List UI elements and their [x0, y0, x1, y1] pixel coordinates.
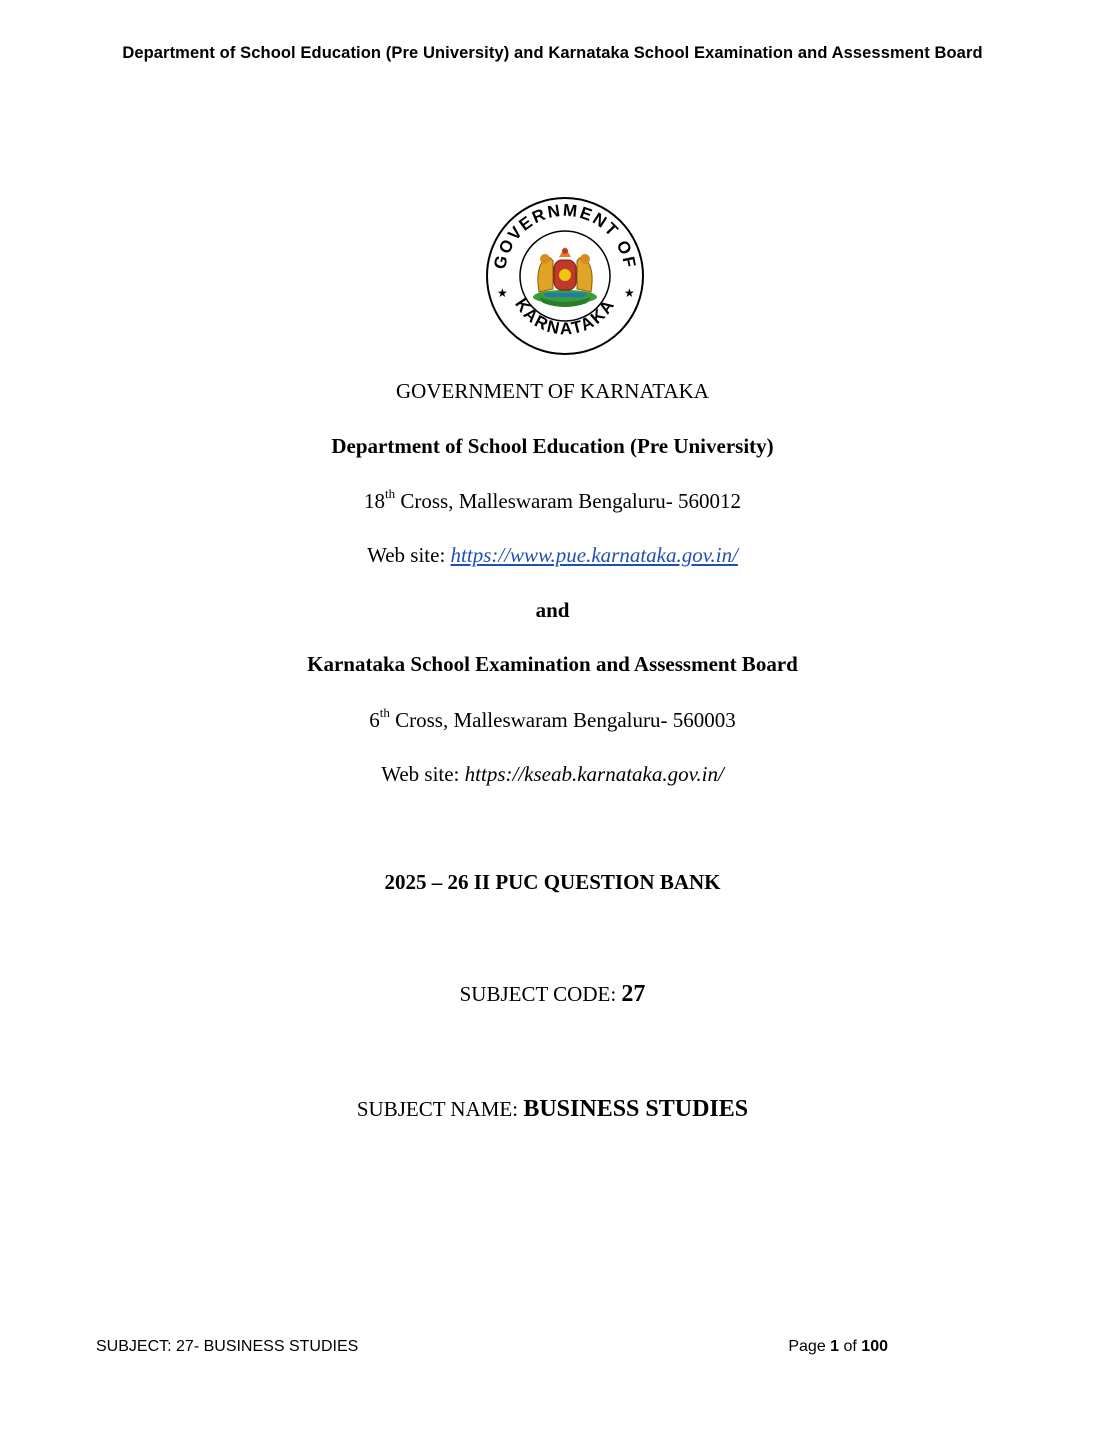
website-kseab-url: https://kseab.karnataka.gov.in/ — [464, 762, 724, 786]
department-name: Department of School Education (Pre University) — [331, 434, 774, 458]
subject-code-value: 27 — [621, 981, 646, 1007]
board-name: Karnataka School Examination and Assessment Board — [307, 652, 798, 676]
svg-text:★: ★ — [497, 286, 508, 300]
address-kseab — [0, 707, 1105, 733]
address-pue-rest: Cross, Malleswaram Bengaluru- 560012 — [395, 489, 741, 513]
footer-page-word: Page — [788, 1338, 831, 1355]
footer-subject: SUBJECT: 27- BUSINESS STUDIES — [96, 1338, 359, 1355]
subject-name-value: BUSINESS STUDIES — [523, 1096, 749, 1122]
karnataka-emblem — [483, 197, 647, 355]
government-title: GOVERNMENT OF KARNATAKA — [396, 379, 709, 403]
address-kseab-sup: th — [379, 705, 390, 720]
address-pue-sup: th — [385, 486, 396, 501]
emblem-bottom-text: KARNATAKA — [511, 295, 619, 339]
address-pue — [0, 488, 1105, 514]
emblem-top-text: GOVERNMENT OF — [490, 200, 640, 271]
footer-page-total: 100 — [861, 1338, 888, 1355]
svg-text:★: ★ — [624, 286, 635, 300]
footer-page-of: of — [839, 1338, 862, 1355]
website-kseab-label: Web site: — [381, 762, 465, 786]
page-header: Department of School Education (Pre University) and Karnataka School Examination and Assessment Board — [122, 44, 983, 62]
website-pue — [0, 543, 1105, 568]
and-text: and — [535, 598, 570, 622]
footer-page-current: 1 — [830, 1338, 840, 1355]
footer-page-number — [788, 1338, 888, 1356]
website-kseab — [0, 762, 1105, 787]
subject-name-label: SUBJECT NAME: — [356, 1097, 524, 1121]
address-pue-number: 18 — [364, 489, 385, 513]
website-pue-link[interactable]: https://www.pue.karnataka.gov.in/ — [450, 543, 738, 567]
subject-code — [0, 980, 1105, 1009]
coat-of-arms-icon — [533, 247, 597, 307]
website-pue-label: Web site: — [367, 543, 451, 567]
address-kseab-number: 6 — [369, 708, 380, 732]
subject-code-label: SUBJECT CODE: — [459, 982, 622, 1006]
question-bank-title: 2025 – 26 II PUC QUESTION BANK — [384, 870, 721, 894]
address-kseab-rest: Cross, Malleswaram Bengaluru- 560003 — [389, 708, 736, 732]
subject-name — [0, 1095, 1105, 1124]
